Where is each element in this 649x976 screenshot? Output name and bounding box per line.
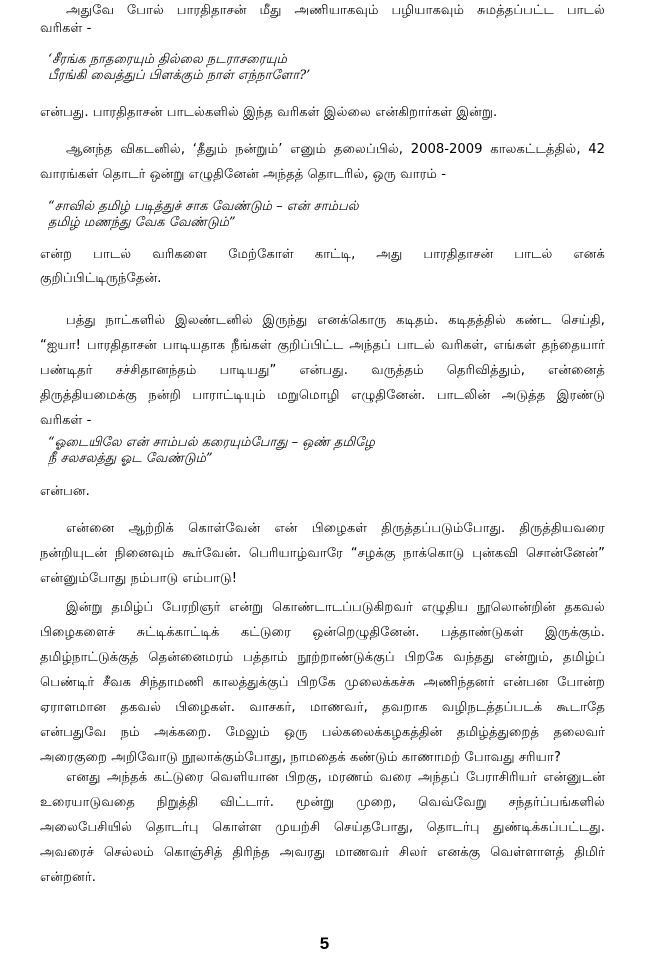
paragraph-denial [40, 104, 605, 122]
text-line: அரைகுறை அறிவோடு நூலாக்கும்போது, நாமதைக் கண்டும் காணாமற் போவது சரியா? [40, 750, 561, 765]
text-line: என்ற பாடல் வரிகளை மேற்கோள் காட்டி, அது பாரதிதாசன் பாடல் எனக் [40, 247, 605, 262]
verse-line: தமிழ் மணந்து வேக வேண்டும்” [48, 215, 236, 230]
page-number: 5 [319, 934, 330, 953]
text-line: தமிழ்நாட்டுக்குத் தென்னைமரம் பத்தாம் நூற்றாண்டுக்குப் பிறகே வந்தது என்றும், தமிழ்ப் [40, 650, 605, 665]
text-line: எனது அந்தக் கட்டுரை வெளியான பிறகு, மரணம் வரை அந்தப் பேராசிரியர் என்னுடன் [66, 770, 605, 785]
paragraph-enbana [40, 483, 605, 501]
verse-quote-1 [48, 52, 605, 84]
text-line: திருத்தியமைக்கு நன்றி பாராட்டியும் மறுமொழி எழுதினேன். பாடலின் அடுத்த இரண்டு [40, 388, 605, 403]
text-line: என்றனர். [40, 870, 96, 885]
text-line: பத்து நாட்களில் இலண்டனில் இருந்து எனக்கொரு கடிதம். கடிதத்தில் கண்ட செய்தி, [66, 313, 605, 328]
text-line: வரிகள் - [40, 413, 92, 428]
text-line: பண்டிதர் சச்சிதானந்தம் பாடியது” என்பது. வருத்தம் தெரிவித்தும், என்னைத் [40, 363, 605, 378]
verse-line: “ஓடையிலே என் சாம்பல் கரையும்போது – ஒண் தமிழே [48, 435, 375, 450]
text-line: ஆனந்த விகடனில், ‘தீதும் நன்றும்’ எனும் தலைப்பில், 2008-2009 காலகட்டத்தில், 42 [66, 142, 605, 157]
text-line: நன்றியுடன் நினைவும் கூர்வேன். பெரியாழ்வாரே “சழக்கு நாக்கொடு புன்கவி சொன்னேன்” [40, 546, 605, 561]
text-line: என்னும்போது நம்பாடு எம்பாடு! [40, 571, 238, 586]
text-line: குறிப்பிட்டிருந்தேன். [40, 271, 162, 286]
text-line: அதுவே போல் பாரதிதாசன் மீது அணியாகவும் பழியாகவும் சுமத்தப்பட்ட பாடல் [66, 3, 605, 18]
verse-line: பீரங்கி வைத்துப் பிளக்கும் நாள் எந்நாளோ?’ [48, 68, 311, 83]
paragraph-scholar [40, 599, 605, 767]
paragraph-citation [40, 246, 605, 288]
paragraph-corrections [40, 520, 605, 588]
paragraph-aftermath [40, 769, 605, 887]
text-line: பெண்டிர் சீவக சிந்தாமணி காலத்துக்குப் பிறகே முலைக்கச்சு அணிந்தனர் என்பன போன்ற [40, 675, 605, 690]
text-line: என்னை ஆற்றிக் கொள்வேன் என் பிழைகள் திருத்தப்படும்போது. திருத்தியவரை [66, 521, 605, 536]
text-line: என்பதுவே நம் அக்கறை. மேலும் ஒரு பல்கலைக்கழகத்தின் தமிழ்த்துறைத் தலைவர் [40, 725, 605, 740]
text-line: அவரைச் செல்லம் கொஞ்சித் திரிந்த அவரது மாணவர் சிலர் எனக்கு வெள்ளாளத் திமிர் [40, 845, 605, 860]
verse-quote-2 [48, 199, 605, 231]
text-line: “ஐயா! பாரதிதாசன் பாடியதாக நீங்கள் குறிப்பிட்ட அந்தப் பாடல் வரிகள், எங்கள் தந்தையார் [40, 338, 605, 353]
text-line: இன்று தமிழ்ப் பேரறிஞர் என்று கொண்டாடப்படுகிறவர் எழுதிய நூலொன்றின் தகவல் [66, 600, 605, 615]
paragraph-intro [40, 2, 605, 38]
text-line: அலைபேசியில் தொடர்பு கொள்ள முயற்சி செய்தபோது, தொடர்பு துண்டிக்கப்பட்டது. [40, 820, 605, 835]
text-line: வரிகள் - [40, 21, 92, 36]
verse-line: நீ சலசலத்து ஓட வேண்டும்” [48, 451, 213, 466]
text-line: என்பது. பாரதிதாசன் பாடல்களில் இந்த வரிகள் இல்லை என்கிறார்கள் இன்று. [40, 105, 498, 120]
text-line: ஏராளமான தகவல் பிழைகள். வாசகர், மாணவர், தவறாக வழிநடத்தப்படக் கூடாதே [40, 700, 605, 715]
paragraph-vikatan [40, 141, 605, 184]
verse-quote-3 [48, 435, 605, 467]
text-line: வாரங்கள் தொடர் ஒன்று எழுதினேன் அந்தத் தொடரில், ஒரு வாரம் - [40, 167, 446, 182]
text-line: என்பன. [40, 484, 90, 499]
verse-line: ‘சீரங்க நாதரையும் தில்லை நடராசரையும் [48, 52, 287, 67]
text-line: உரையாடுவதை நிறுத்தி விட்டார். மூன்று முறை, வெவ்வேறு சந்தர்ப்பங்களில் [40, 795, 605, 810]
paragraph-letter [40, 312, 605, 430]
verse-line: “சாவில் தமிழ் படித்துச் சாக வேண்டும் – என் சாம்பல் [48, 199, 359, 214]
text-line: பிழைகளைச் சுட்டிக்காட்டிக் கட்டுரை ஒன்றெழுதினேன். பத்தாண்டுகள் இருக்கும். [40, 625, 605, 640]
